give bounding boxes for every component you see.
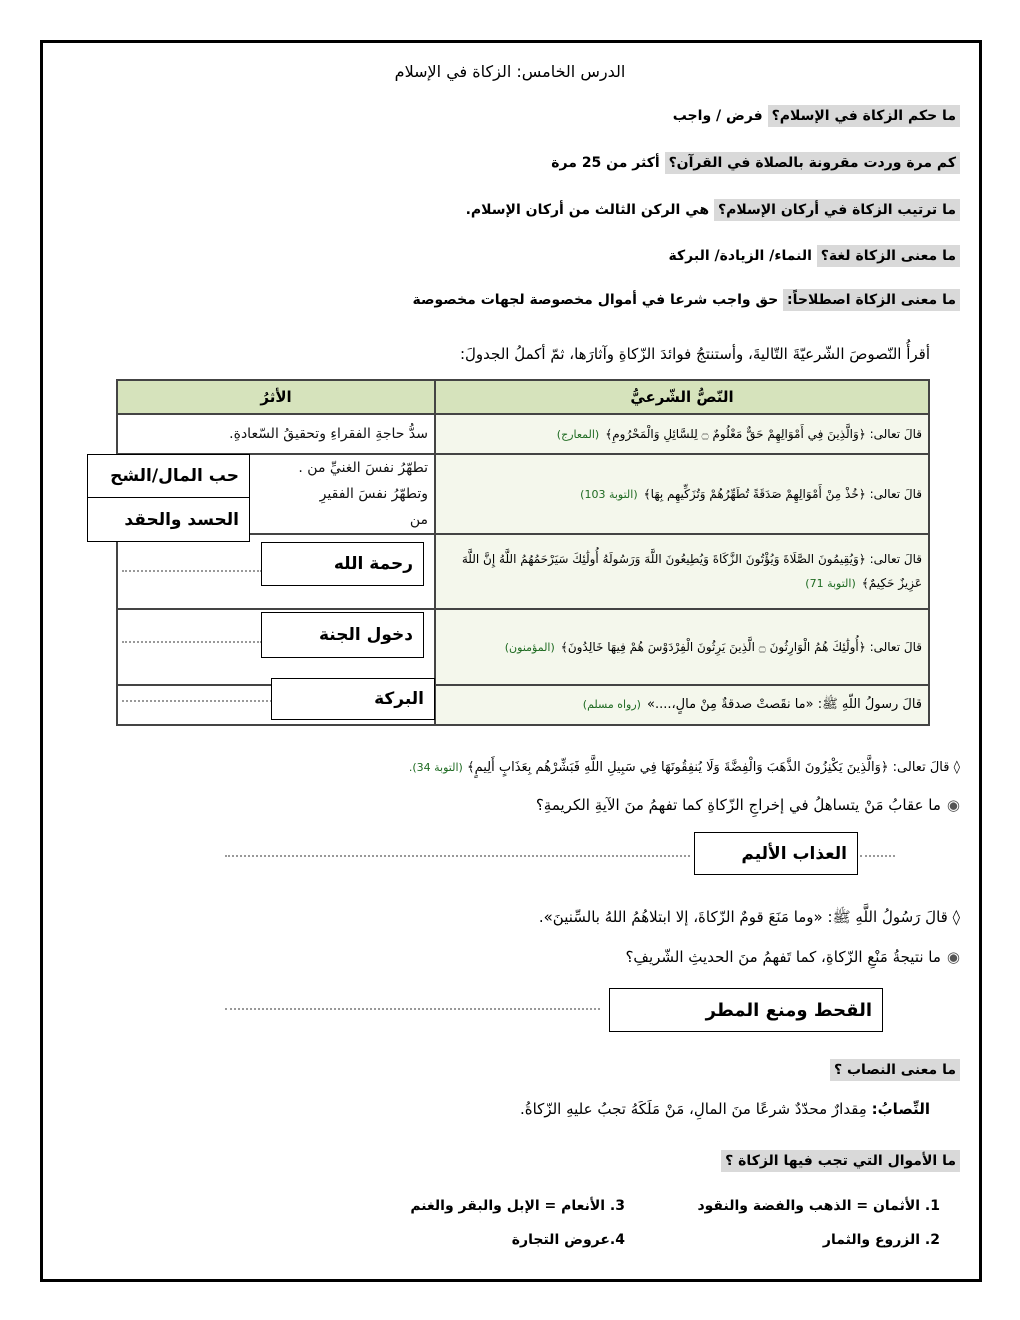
answer-box[interactable]: القحط ومنع المطر <box>609 988 883 1032</box>
wealth-question <box>721 1153 960 1169</box>
qa-item <box>412 292 960 308</box>
source-ref: (التوبة 103) <box>580 488 638 501</box>
source-ref: (التوبة 71) <box>805 577 856 590</box>
question-text: ما نتيجةُ مَنْعِ الزّكاةِ، كما تَفهمُ منَ الحديثِ الشّريفِ؟ <box>625 948 941 966</box>
table-row <box>117 414 929 454</box>
answer-box[interactable]: الحسد والحقد <box>87 497 250 542</box>
answer-box[interactable]: حب المال/الشح <box>87 454 250 498</box>
hadith: ◊ قالَ رَسُولُ اللَّهِ ﷺ: «وما مَنَعَ قومٌ الزّكاةَ، إلا ابتلاهُمُ اللهُ بالسِّنينَ». <box>538 908 960 926</box>
question: ما حكم الزكاة في الإسلام؟ <box>768 105 960 127</box>
answer-box[interactable]: العذاب الأليم <box>694 832 858 875</box>
effect-text: سدُّ حاجةِ الفقراءِ وتحقيقُ السّعادةِ. <box>117 414 435 454</box>
dotted-line <box>860 855 895 857</box>
instruction: أقرأُ النّصوصَ الشّرعيّةَ التّاليةَ، وأستنتجُ فوائدَ الزّكاةِ وآثارَها، ثمّ أكملُ الجدولَ: <box>459 345 930 363</box>
question-2 <box>625 948 960 966</box>
dotted-line <box>122 700 272 702</box>
question: ما الأموال التي تجب فيها الزكاة ؟ <box>721 1150 960 1172</box>
verse-ref: (التوبة 34). <box>408 761 463 774</box>
qa-item <box>551 155 960 171</box>
question: ما معنى النصاب ؟ <box>830 1059 960 1081</box>
source-text: قالَ تعالى: ﴿وَالَّذِينَ فِي أَمْوَالِهِمْ حَقٌّ مَعْلُومٌ ۝ لِلسَّائِلِ وَالْمَحْرُومِ﴾ <box>605 427 922 441</box>
effect-text: تطهّرُ نفسَ الغنيِّ من . وتطهّرُ نفسَ الفقيرِ من <box>117 454 435 534</box>
verse-tawba-34 <box>409 760 960 775</box>
answer-box[interactable]: دخول الجنة <box>261 612 424 658</box>
wealth-item: 4.عروض التجارة <box>511 1232 625 1248</box>
wealth-item: 2. الزروع والثمار <box>822 1232 940 1248</box>
table-row <box>117 685 929 725</box>
zakat-effects-table <box>116 379 930 726</box>
wealth-item: 1. الأثمان = الذهب والفضة والنقود <box>697 1198 940 1214</box>
question-text: ما عقابُ مَنْ يتساهلُ في إخراجِ الزّكاةِ كما تفهمُ منَ الآيةِ الكريمةِ؟ <box>535 796 941 814</box>
definition: مِقدارٌ محدّدٌ شرعًا منَ المالِ، مَنْ مَلَكَهُ تجبُ عليهِ الزّكاةُ. <box>519 1100 867 1118</box>
dotted-line <box>225 1008 600 1010</box>
question: ما ترتيب الزكاة في أركان الإسلام؟ <box>714 199 960 221</box>
verse-text: ◊ قالَ تعالى: ﴿وَالَّذِينَ يَكْنِزُونَ الذَّهَبَ وَالْفِضَّةَ وَلَا يُنفِقُونَهَا فِي سَبِيلِ اللَّهِ فَبَشِّرْهُم بِعَذَابٍ أَلِيمٍ﴾ <box>466 760 960 775</box>
header-text: النّصُّ الشّرعيُّ <box>435 380 929 414</box>
header-effect: الأثرُ <box>117 380 435 414</box>
answer: حق واجب شرعا في أموال مخصوصة لجهات مخصوصة <box>412 292 779 308</box>
dotted-line <box>225 855 690 857</box>
qa-item <box>466 202 960 218</box>
answer-box[interactable]: رحمة الله <box>261 542 424 586</box>
bullet-icon: ◉ <box>946 796 960 814</box>
nisab-question <box>830 1062 960 1078</box>
answer: أكثر من 25 مرة <box>551 155 660 171</box>
term: النِّصابُ: <box>871 1100 930 1118</box>
question: ما معنى الزكاة اصطلاحاً: <box>783 289 960 311</box>
dotted-line <box>122 641 262 643</box>
source-text: قالَ رسولُ اللّهِ ﷺ: «ما نقَصتْ صدقةٌ مِنْ مالٍ،....» <box>646 696 922 712</box>
question-1 <box>536 796 960 814</box>
qa-item <box>669 248 960 264</box>
answer-box[interactable]: البركة <box>271 678 435 720</box>
question: كم مرة وردت مقرونة بالصلاة في القرآن؟ <box>665 152 960 174</box>
wealth-item: 3. الأنعام = الإبل والبقر والغنم <box>410 1198 625 1214</box>
qa-item <box>673 108 960 124</box>
source-text: قالَ تعالى: ﴿وَيُقِيمُونَ الصَّلَاةَ وَيُؤْتُونَ الزَّكَاةَ وَيُطِيعُونَ اللَّهَ وَرَسُولَهُ أُولَٰئِكَ سَيَرْحَمُهُمُ اللَّهُ إِنَّ اللَّهَ عَزِيزٌ حَكِيمٌ﴾ <box>461 552 922 590</box>
source-ref: (المعارج) <box>556 428 600 441</box>
nisab-definition <box>520 1100 930 1118</box>
source-ref: (رواه مسلم) <box>582 697 641 711</box>
source-text: قالَ تعالى: ﴿خُذْ مِنْ أَمْوَالِهِمْ صَدَقَةً تُطَهِّرُهُمْ وَتُزَكِّيهِم بِهَا﴾ <box>643 487 922 501</box>
answer: هي الركن الثالث من أركان الإسلام. <box>465 202 710 218</box>
page-title: الدرس الخامس: الزكاة في الإسلام <box>394 62 626 81</box>
answer: النماء/ الزيادة/ البركة <box>668 248 812 264</box>
dotted-line <box>122 570 262 572</box>
table-row <box>117 609 929 685</box>
answer: فرض / واجب <box>672 108 763 124</box>
bullet-icon: ◉ <box>946 948 960 966</box>
source-text: قالَ تعالى: ﴿أُولَٰئِكَ هُمُ الْوَارِثُونَ ۝ الَّذِينَ يَرِثُونَ الْفِرْدَوْسَ هُمْ فِيهَا خَالِدُونَ﴾ <box>560 639 922 654</box>
question: ما معنى الزكاة لغة؟ <box>817 245 960 267</box>
source-ref: (المؤمنون) <box>504 640 555 654</box>
